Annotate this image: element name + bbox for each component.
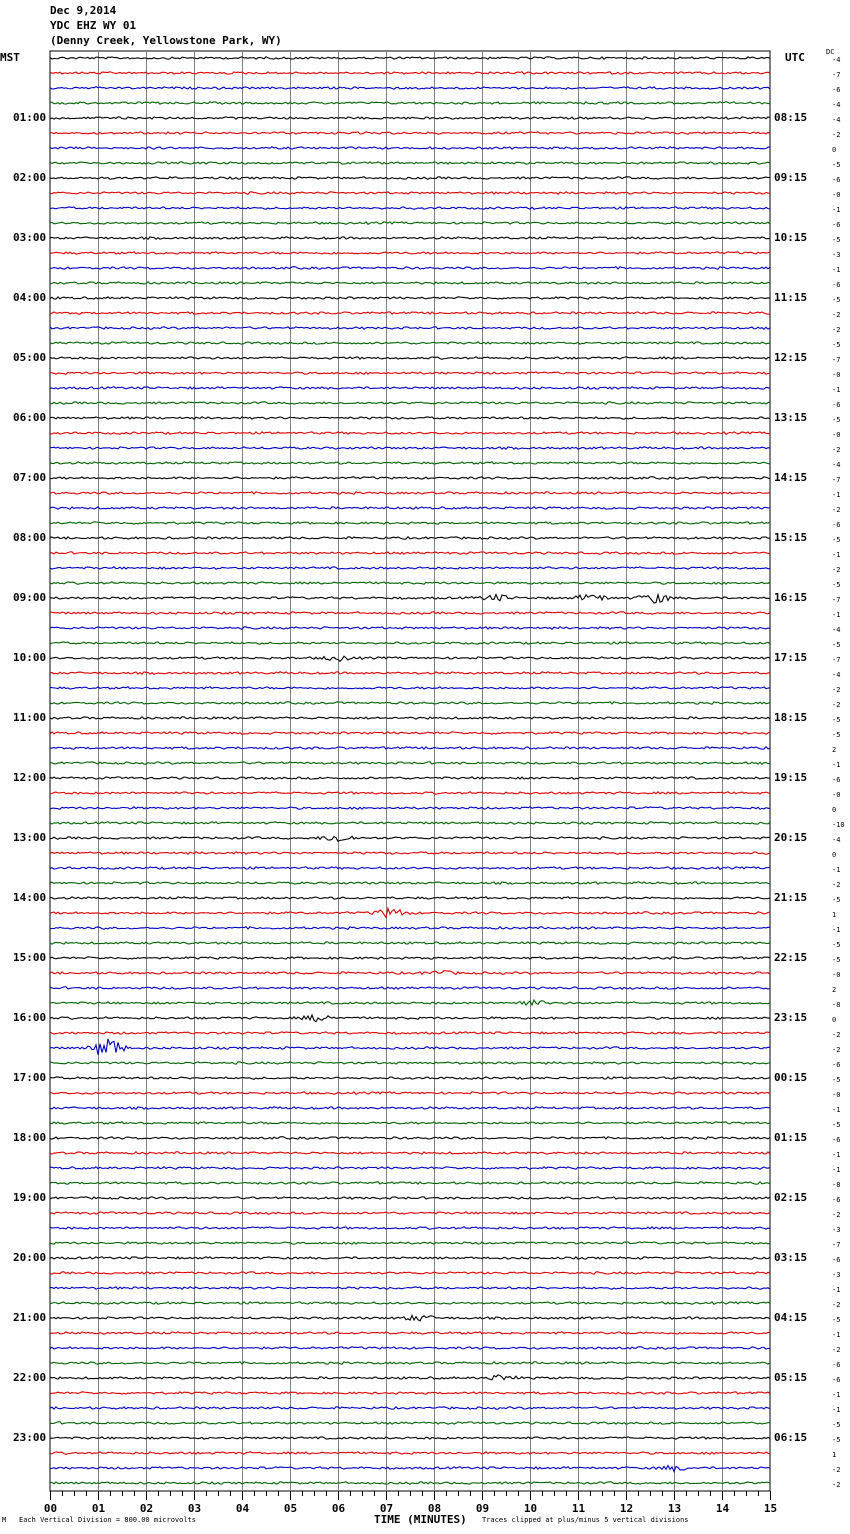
x-tick-label: 08 bbox=[427, 1502, 442, 1515]
trace-line bbox=[50, 627, 770, 629]
trace-line bbox=[50, 372, 770, 374]
dc-offset-value: -8 bbox=[832, 1181, 841, 1189]
trace-line bbox=[50, 1077, 770, 1079]
trace-line bbox=[50, 1347, 770, 1349]
trace-line bbox=[50, 1032, 770, 1034]
right-hour-label: 01:15 bbox=[774, 1131, 808, 1144]
dc-offset-value: -10 bbox=[832, 821, 845, 829]
trace-line bbox=[50, 1137, 770, 1140]
dc-offset-value: -5 bbox=[832, 896, 841, 904]
dc-offset-value: -1 bbox=[832, 206, 841, 214]
trace-line bbox=[50, 507, 770, 509]
trace-line bbox=[50, 1107, 770, 1110]
trace-line bbox=[50, 147, 770, 149]
dc-offset-value: -1 bbox=[832, 1166, 841, 1174]
trace-line bbox=[50, 72, 770, 74]
right-hour-label: 13:15 bbox=[774, 411, 808, 424]
trace-line bbox=[50, 595, 770, 603]
right-hour-label: 18:15 bbox=[774, 711, 808, 724]
left-hour-label: 23:00 bbox=[13, 1431, 47, 1444]
trace-line bbox=[50, 192, 770, 194]
dc-offset-value: -4 bbox=[832, 56, 841, 64]
trace-line bbox=[50, 1332, 770, 1334]
dc-offset-value: -6 bbox=[832, 776, 841, 784]
trace-line bbox=[50, 1182, 770, 1184]
right-hour-label: 09:15 bbox=[774, 171, 808, 184]
dc-offset-value: -2 bbox=[832, 1466, 841, 1474]
x-tick-label: 05 bbox=[283, 1502, 298, 1515]
dc-offset-value: -1 bbox=[832, 1286, 841, 1294]
dc-offset-value: -1 bbox=[832, 266, 841, 274]
trace-line bbox=[50, 1422, 770, 1424]
left-hour-label: 01:00 bbox=[13, 111, 47, 124]
x-tick-label: 15 bbox=[763, 1502, 778, 1515]
trace-line bbox=[50, 852, 770, 854]
right-hour-label: 05:15 bbox=[774, 1371, 808, 1384]
trace-line bbox=[50, 702, 770, 705]
dc-offset-value: -7 bbox=[832, 476, 841, 484]
dc-offset-value: -2 bbox=[832, 1046, 841, 1054]
left-hour-label: 20:00 bbox=[13, 1251, 47, 1264]
left-hour-label: 06:00 bbox=[13, 411, 47, 424]
trace-line bbox=[50, 297, 770, 299]
dc-offset-value: -5 bbox=[832, 716, 841, 724]
dc-offset-value: -5 bbox=[832, 581, 841, 589]
trace-line bbox=[50, 1287, 770, 1289]
dc-offset-value: -7 bbox=[832, 1241, 841, 1249]
dc-offset-value: -2 bbox=[832, 1481, 841, 1489]
dc-offset-value: -5 bbox=[832, 296, 841, 304]
left-hour-label: 16:00 bbox=[13, 1011, 47, 1024]
dc-offset-value: -6 bbox=[832, 221, 841, 229]
dc-offset-value: -5 bbox=[832, 536, 841, 544]
trace-line bbox=[50, 1039, 770, 1055]
trace-line bbox=[50, 1392, 770, 1394]
dc-offset-value: -2 bbox=[832, 446, 841, 454]
trace-line bbox=[50, 462, 770, 464]
dc-offset-value: -7 bbox=[832, 596, 841, 604]
trace-line bbox=[50, 162, 770, 164]
dc-offset-value: -0 bbox=[832, 1091, 841, 1099]
trace-line bbox=[50, 762, 770, 764]
dc-offset-value: -2 bbox=[832, 1031, 841, 1039]
right-hour-label: 21:15 bbox=[774, 891, 808, 904]
trace-line bbox=[50, 927, 770, 930]
right-hour-label: 10:15 bbox=[774, 231, 808, 244]
left-hour-label: 08:00 bbox=[13, 531, 47, 544]
dc-offset-value: -2 bbox=[832, 326, 841, 334]
left-hour-label: 02:00 bbox=[13, 171, 47, 184]
dc-offset-value: -3 bbox=[832, 1226, 841, 1234]
left-hour-label: 09:00 bbox=[13, 591, 47, 604]
trace-line bbox=[50, 897, 770, 899]
dc-offset-value: -5 bbox=[832, 1121, 841, 1129]
dc-offset-value: -4 bbox=[832, 461, 841, 469]
dc-offset-value: -1 bbox=[832, 1151, 841, 1159]
x-tick-label: 10 bbox=[523, 1502, 538, 1515]
dc-offset-value: -6 bbox=[832, 1376, 841, 1384]
dc-offset-value: -5 bbox=[832, 641, 841, 649]
x-tick-label: 09 bbox=[475, 1502, 490, 1515]
trace-line bbox=[50, 1242, 770, 1244]
dc-offset-value: 2 bbox=[832, 746, 837, 754]
trace-line bbox=[50, 432, 770, 434]
trace-line bbox=[50, 582, 770, 584]
trace-line bbox=[50, 117, 770, 119]
left-hour-label: 07:00 bbox=[13, 471, 47, 484]
trace-line bbox=[50, 732, 770, 734]
dc-offset-value: -1 bbox=[832, 386, 841, 394]
trace-line bbox=[50, 987, 770, 989]
trace-line bbox=[50, 957, 770, 959]
trace-line bbox=[50, 1122, 770, 1124]
x-tick-label: 14 bbox=[715, 1502, 730, 1515]
dc-offset-value: -5 bbox=[832, 941, 841, 949]
trace-line bbox=[50, 387, 770, 389]
dc-offset-value: 1 bbox=[832, 1451, 837, 1459]
dc-offset-value: -2 bbox=[832, 1211, 841, 1219]
trace-line bbox=[50, 1315, 770, 1320]
trace-line bbox=[50, 1362, 770, 1365]
plot-frame bbox=[50, 51, 770, 1491]
dc-offset-value: -0 bbox=[832, 191, 841, 199]
dc-offset-value: -2 bbox=[832, 506, 841, 514]
trace-line bbox=[50, 1482, 770, 1484]
trace-line bbox=[50, 252, 770, 254]
trace-line bbox=[50, 836, 770, 841]
dc-offset-header: DC bbox=[826, 48, 835, 56]
trace-line bbox=[50, 522, 770, 524]
trace-line bbox=[50, 552, 770, 554]
station-code: YDC EHZ WY 01 bbox=[50, 19, 137, 32]
trace-line bbox=[50, 642, 770, 644]
dc-offset-value: -2 bbox=[832, 1346, 841, 1354]
x-tick-label: 03 bbox=[187, 1502, 202, 1515]
trace-line bbox=[50, 1272, 770, 1274]
dc-offset-value: -1 bbox=[832, 1391, 841, 1399]
dc-offset-value: -7 bbox=[832, 71, 841, 79]
dc-offset-value: -1 bbox=[832, 611, 841, 619]
x-tick-label: 02 bbox=[139, 1502, 154, 1515]
dc-offset-value: -1 bbox=[832, 761, 841, 769]
trace-line bbox=[50, 402, 770, 404]
dc-offset-value: 0 bbox=[832, 1016, 837, 1024]
dc-offset-value: -4 bbox=[832, 626, 841, 634]
left-hour-label: 04:00 bbox=[13, 291, 47, 304]
left-hour-label: 03:00 bbox=[13, 231, 47, 244]
trace-line bbox=[50, 1062, 770, 1064]
dc-offset-value: -5 bbox=[832, 341, 841, 349]
trace-line bbox=[50, 822, 770, 824]
left-hour-label: 13:00 bbox=[13, 831, 47, 844]
left-hour-label: 18:00 bbox=[13, 1131, 47, 1144]
dc-offset-value: -5 bbox=[832, 416, 841, 424]
trace-line bbox=[50, 971, 770, 975]
trace-line bbox=[50, 222, 770, 224]
dc-offset-value: -4 bbox=[832, 101, 841, 109]
trace-line bbox=[50, 1466, 770, 1472]
trace-line bbox=[50, 327, 770, 329]
trace-line bbox=[50, 207, 770, 209]
dc-offset-value: -5 bbox=[832, 956, 841, 964]
dc-offset-value: -5 bbox=[832, 236, 841, 244]
dc-offset-value: -3 bbox=[832, 251, 841, 259]
x-tick-label: 12 bbox=[619, 1502, 634, 1515]
trace-line bbox=[50, 1197, 770, 1199]
right-hour-label: 12:15 bbox=[774, 351, 808, 364]
trace-line bbox=[50, 672, 770, 675]
dc-offset-value: -6 bbox=[832, 521, 841, 529]
dc-offset-value: -5 bbox=[832, 731, 841, 739]
trace-line bbox=[50, 87, 770, 89]
dc-offset-value: -5 bbox=[832, 1316, 841, 1324]
dc-offset-value: -7 bbox=[832, 356, 841, 364]
dc-offset-value: -1 bbox=[832, 926, 841, 934]
x-tick-label: 00 bbox=[43, 1502, 58, 1515]
right-hour-label: 06:15 bbox=[774, 1431, 808, 1444]
trace-line bbox=[50, 1375, 770, 1380]
record-date: Dec 9,2014 bbox=[50, 4, 117, 17]
dc-offset-value: 0 bbox=[832, 806, 837, 814]
trace-line bbox=[50, 807, 770, 809]
right-hour-label: 11:15 bbox=[774, 291, 808, 304]
left-hour-label: 10:00 bbox=[13, 651, 47, 664]
dc-offset-value: -2 bbox=[832, 131, 841, 139]
dc-offset-value: -2 bbox=[832, 1301, 841, 1309]
trace-line bbox=[50, 417, 770, 419]
left-hour-label: 15:00 bbox=[13, 951, 47, 964]
x-tick-label: 11 bbox=[571, 1502, 586, 1515]
right-hour-label: 22:15 bbox=[774, 951, 808, 964]
station-location: (Denny Creek, Yellowstone Park, WY) bbox=[50, 34, 282, 47]
trace-line bbox=[50, 656, 770, 661]
x-tick-label: 13 bbox=[667, 1502, 682, 1515]
dc-offset-value: -1 bbox=[832, 1106, 841, 1114]
dc-offset-value: -2 bbox=[832, 701, 841, 709]
trace-line bbox=[50, 492, 770, 495]
trace-line bbox=[50, 1167, 770, 1169]
x-axis-title: TIME (MINUTES) bbox=[374, 1513, 467, 1526]
trace-line bbox=[50, 1302, 770, 1304]
dc-offset-value: -6 bbox=[832, 86, 841, 94]
dc-offset-value: -2 bbox=[832, 566, 841, 574]
scale-note: Each Vertical Division = 800.00 microvolts bbox=[19, 1516, 197, 1524]
x-tick-label: 07 bbox=[379, 1502, 394, 1515]
dc-offset-value: -6 bbox=[832, 1361, 841, 1369]
trace-line bbox=[50, 777, 770, 779]
left-timezone-label: MST bbox=[0, 51, 20, 64]
trace-line bbox=[50, 447, 770, 450]
trace-line bbox=[50, 942, 770, 944]
dc-offset-value: -1 bbox=[832, 1331, 841, 1339]
left-hour-label: 12:00 bbox=[13, 771, 47, 784]
dc-offset-value: -0 bbox=[832, 791, 841, 799]
trace-line bbox=[50, 357, 770, 359]
right-hour-label: 15:15 bbox=[774, 531, 808, 544]
dc-offset-value: -2 bbox=[832, 881, 841, 889]
trace-line bbox=[50, 132, 770, 134]
dc-offset-value: -6 bbox=[832, 1061, 841, 1069]
dc-offset-value: 0 bbox=[832, 146, 837, 154]
trace-line bbox=[50, 57, 770, 59]
trace-line bbox=[50, 312, 770, 314]
trace-line bbox=[50, 1227, 770, 1229]
right-hour-label: 04:15 bbox=[774, 1311, 808, 1324]
trace-line bbox=[50, 1257, 770, 1259]
dc-offset-value: -1 bbox=[832, 1406, 841, 1414]
corner-mark: M bbox=[2, 1516, 7, 1524]
right-hour-label: 20:15 bbox=[774, 831, 808, 844]
dc-offset-value: -8 bbox=[832, 1001, 841, 1009]
trace-line bbox=[50, 1212, 770, 1214]
dc-offset-value: -2 bbox=[832, 311, 841, 319]
dc-offset-value: 0 bbox=[832, 851, 837, 859]
right-hour-label: 02:15 bbox=[774, 1191, 808, 1204]
trace-line bbox=[50, 1437, 770, 1439]
trace-line bbox=[50, 102, 770, 105]
trace-line bbox=[50, 177, 770, 179]
dc-offset-value: -5 bbox=[832, 1421, 841, 1429]
left-hour-label: 21:00 bbox=[13, 1311, 47, 1324]
dc-offset-value: -6 bbox=[832, 1196, 841, 1204]
right-hour-label: 16:15 bbox=[774, 591, 808, 604]
right-hour-label: 17:15 bbox=[774, 651, 808, 664]
dc-offset-value: -5 bbox=[832, 161, 841, 169]
trace-line bbox=[50, 477, 770, 479]
right-hour-label: 08:15 bbox=[774, 111, 808, 124]
right-timezone-label: UTC bbox=[785, 51, 805, 64]
x-tick-label: 01 bbox=[91, 1502, 106, 1515]
dc-offset-value: -2 bbox=[832, 686, 841, 694]
dc-offset-value: -4 bbox=[832, 116, 841, 124]
trace-line bbox=[50, 612, 770, 614]
dc-offset-value: -0 bbox=[832, 971, 841, 979]
trace-line bbox=[50, 717, 770, 719]
dc-offset-value: 2 bbox=[832, 986, 837, 994]
dc-offset-value: -1 bbox=[832, 551, 841, 559]
left-hour-label: 22:00 bbox=[13, 1371, 47, 1384]
right-hour-label: 19:15 bbox=[774, 771, 808, 784]
trace-line bbox=[50, 792, 770, 794]
left-hour-label: 19:00 bbox=[13, 1191, 47, 1204]
dc-offset-value: -1 bbox=[832, 866, 841, 874]
trace-line bbox=[50, 1152, 770, 1154]
trace-line bbox=[50, 567, 770, 569]
trace-line bbox=[50, 342, 770, 344]
dc-offset-value: -5 bbox=[832, 1076, 841, 1084]
right-hour-label: 23:15 bbox=[774, 1011, 808, 1024]
trace-line bbox=[50, 908, 770, 917]
trace-line bbox=[50, 747, 770, 749]
dc-offset-value: -6 bbox=[832, 281, 841, 289]
dc-offset-value: -6 bbox=[832, 176, 841, 184]
trace-line bbox=[50, 1452, 770, 1454]
trace-line bbox=[50, 882, 770, 885]
dc-offset-value: -4 bbox=[832, 671, 841, 679]
trace-line bbox=[50, 267, 770, 270]
dc-offset-value: -6 bbox=[832, 1256, 841, 1264]
dc-offset-value: -6 bbox=[832, 401, 841, 409]
dc-offset-value: 1 bbox=[832, 911, 837, 919]
trace-line bbox=[50, 867, 770, 869]
trace-line bbox=[50, 1092, 770, 1094]
dc-offset-value: -3 bbox=[832, 1271, 841, 1279]
dc-offset-value: -6 bbox=[832, 1136, 841, 1144]
dc-offset-value: -7 bbox=[832, 656, 841, 664]
left-hour-label: 17:00 bbox=[13, 1071, 47, 1084]
left-hour-label: 05:00 bbox=[13, 351, 47, 364]
right-hour-label: 14:15 bbox=[774, 471, 808, 484]
dc-offset-value: -5 bbox=[832, 1436, 841, 1444]
x-tick-label: 04 bbox=[235, 1502, 250, 1515]
dc-offset-value: -1 bbox=[832, 491, 841, 499]
dc-offset-value: -0 bbox=[832, 371, 841, 379]
left-hour-label: 11:00 bbox=[13, 711, 47, 724]
trace-line bbox=[50, 537, 770, 539]
right-hour-label: 03:15 bbox=[774, 1251, 808, 1264]
clip-note: Traces clipped at plus/minus 5 vertical divisions bbox=[482, 1516, 689, 1524]
trace-line bbox=[50, 1407, 770, 1409]
x-tick-label: 06 bbox=[331, 1502, 346, 1515]
trace-line bbox=[50, 1000, 770, 1005]
trace-line bbox=[50, 237, 770, 240]
left-hour-label: 14:00 bbox=[13, 891, 47, 904]
trace-line bbox=[50, 282, 770, 284]
dc-offset-value: -0 bbox=[832, 431, 841, 439]
dc-offset-value: -4 bbox=[832, 836, 841, 844]
trace-line bbox=[50, 1015, 770, 1022]
right-hour-label: 00:15 bbox=[774, 1071, 808, 1084]
trace-line bbox=[50, 687, 770, 689]
